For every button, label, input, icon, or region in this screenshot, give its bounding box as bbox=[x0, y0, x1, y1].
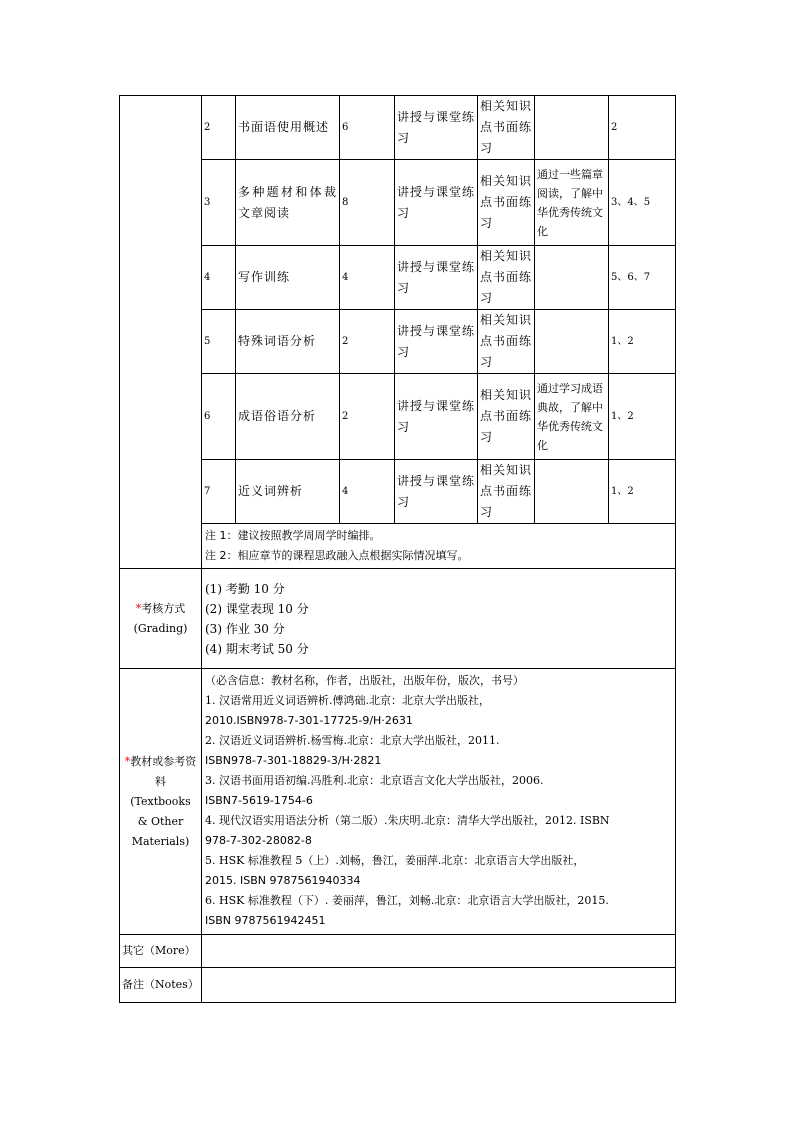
schedule-hours: 4 bbox=[340, 460, 395, 524]
schedule-row bbox=[120, 246, 676, 310]
grading-item: (3) 作业 30 分 bbox=[205, 621, 285, 636]
schedule-ideology bbox=[535, 460, 609, 524]
schedule-practice: 相关知识点书面练习 bbox=[478, 160, 535, 246]
note-1: 注 1：建议按照教学周周学时编排。 bbox=[205, 529, 381, 542]
schedule-no: 3 bbox=[202, 160, 236, 246]
schedule-ideology bbox=[535, 246, 609, 310]
schedule-label-cell bbox=[120, 96, 202, 569]
materials-label-en-2: & Other bbox=[137, 814, 184, 828]
other-label: 其它（More） bbox=[120, 935, 202, 968]
grading-item: (2) 课堂表现 10 分 bbox=[205, 601, 309, 616]
schedule-goals: 1、2 bbox=[609, 310, 676, 374]
schedule-goals: 5、6、7 bbox=[609, 246, 676, 310]
materials-row bbox=[120, 669, 676, 935]
schedule-no: 2 bbox=[202, 96, 236, 160]
ref-2-line-2: ISBN978-7-301-18829-3/H·2821 bbox=[205, 754, 382, 767]
schedule-hours: 4 bbox=[340, 246, 395, 310]
schedule-practice: 相关知识点书面练习 bbox=[478, 374, 535, 460]
ref-5-line-2: 2015. ISBN 9787561940334 bbox=[205, 874, 361, 887]
grading-label: 考核方式 bbox=[141, 601, 186, 615]
schedule-goals: 3、4、5 bbox=[609, 160, 676, 246]
ref-2-line-1: 2. 汉语近义词语辨析.杨雪梅.北京：北京大学出版社，2011. bbox=[205, 734, 500, 747]
materials-label: 教材或参考资料 bbox=[130, 754, 197, 788]
schedule-practice: 相关知识点书面练习 bbox=[478, 460, 535, 524]
notes-row bbox=[120, 524, 676, 569]
grading-content bbox=[202, 569, 676, 669]
schedule-ideology: 通过一些篇章阅读，了解中华优秀传统文化 bbox=[535, 160, 609, 246]
schedule-hours: 2 bbox=[340, 310, 395, 374]
schedule-hours: 6 bbox=[340, 96, 395, 160]
schedule-method: 讲授与课堂练习 bbox=[395, 460, 478, 524]
schedule-topic: 特殊词语分析 bbox=[236, 310, 340, 374]
ref-4-line-1: 4. 现代汉语实用语法分析（第二版）.朱庆明.北京：清华大学出版社，2012. ISBN bbox=[205, 814, 610, 827]
ref-1-line-1: 1. 汉语常用近义词语辨析.傅鸿础.北京：北京大学出版社， bbox=[205, 694, 490, 707]
schedule-topic: 多种题材和体裁文章阅读 bbox=[236, 160, 340, 246]
grading-label-cell bbox=[120, 569, 202, 669]
schedule-topic: 成语俗语分析 bbox=[236, 374, 340, 460]
schedule-method: 讲授与课堂练习 bbox=[395, 160, 478, 246]
grading-label-en: (Grading) bbox=[133, 621, 188, 635]
notes-value bbox=[202, 968, 676, 1003]
schedule-goals: 1、2 bbox=[609, 374, 676, 460]
schedule-method: 讲授与课堂练习 bbox=[395, 246, 478, 310]
schedule-goals: 2 bbox=[609, 96, 676, 160]
schedule-no: 6 bbox=[202, 374, 236, 460]
schedule-hours: 8 bbox=[340, 160, 395, 246]
materials-label-en-3: Materials) bbox=[131, 834, 190, 848]
schedule-no: 7 bbox=[202, 460, 236, 524]
notes-info-row bbox=[120, 968, 676, 1003]
schedule-row bbox=[120, 160, 676, 246]
schedule-notes bbox=[202, 524, 676, 569]
ref-3-line-2: ISBN7-5619-1754-6 bbox=[205, 794, 313, 807]
grading-item: (4) 期末考试 50 分 bbox=[205, 641, 309, 656]
schedule-topic: 写作训练 bbox=[236, 246, 340, 310]
schedule-topic: 书面语使用概述 bbox=[236, 96, 340, 160]
ref-6-line-2: ISBN 9787561942451 bbox=[205, 914, 326, 927]
materials-label-cell bbox=[120, 669, 202, 935]
ref-4-line-2: 978-7-302-28082-8 bbox=[205, 834, 312, 847]
grading-item: (1) 考勤 10 分 bbox=[205, 581, 285, 596]
schedule-ideology bbox=[535, 96, 609, 160]
note-2: 注 2：相应章节的课程思政融入点根据实际情况填写。 bbox=[205, 549, 469, 562]
schedule-goals: 1、2 bbox=[609, 460, 676, 524]
syllabus-table bbox=[119, 95, 676, 1003]
schedule-hours: 2 bbox=[340, 374, 395, 460]
grading-row bbox=[120, 569, 676, 669]
schedule-row bbox=[120, 310, 676, 374]
other-row bbox=[120, 935, 676, 968]
schedule-method: 讲授与课堂练习 bbox=[395, 96, 478, 160]
ref-5-line-1: 5. HSK 标准教程 5（上）.刘畅，鲁江，姜丽萍.北京：北京语言大学出版社， bbox=[205, 854, 585, 867]
schedule-method: 讲授与课堂练习 bbox=[395, 374, 478, 460]
schedule-row bbox=[120, 460, 676, 524]
required-info: （必含信息：教材名称，作者，出版社，出版年份，版次，书号） bbox=[205, 674, 524, 687]
schedule-practice: 相关知识点书面练习 bbox=[478, 310, 535, 374]
required-star: * bbox=[124, 754, 131, 768]
schedule-topic: 近义词辨析 bbox=[236, 460, 340, 524]
ref-6-line-1: 6. HSK 标准教程（下）. 姜丽萍，鲁江，刘畅.北京：北京语言大学出版社，2015. bbox=[205, 894, 609, 907]
other-value bbox=[202, 935, 676, 968]
schedule-ideology: 通过学习成语典故，了解中华优秀传统文化 bbox=[535, 374, 609, 460]
ref-1-line-2: 2010.ISBN978-7-301-17725-9/H·2631 bbox=[205, 714, 413, 727]
schedule-method: 讲授与课堂练习 bbox=[395, 310, 478, 374]
schedule-row bbox=[120, 374, 676, 460]
schedule-no: 4 bbox=[202, 246, 236, 310]
notes-label: 备注（Notes） bbox=[120, 968, 202, 1003]
schedule-practice: 相关知识点书面练习 bbox=[478, 96, 535, 160]
schedule-row bbox=[120, 96, 676, 160]
materials-label-en-1: (Textbooks bbox=[130, 794, 191, 808]
ref-3-line-1: 3. 汉语书面用语初编.冯胜利.北京：北京语言文化大学出版社，2006. bbox=[205, 774, 544, 787]
schedule-ideology bbox=[535, 310, 609, 374]
schedule-no: 5 bbox=[202, 310, 236, 374]
required-star: * bbox=[135, 601, 142, 615]
materials-content bbox=[202, 669, 676, 935]
schedule-practice: 相关知识点书面练习 bbox=[478, 246, 535, 310]
